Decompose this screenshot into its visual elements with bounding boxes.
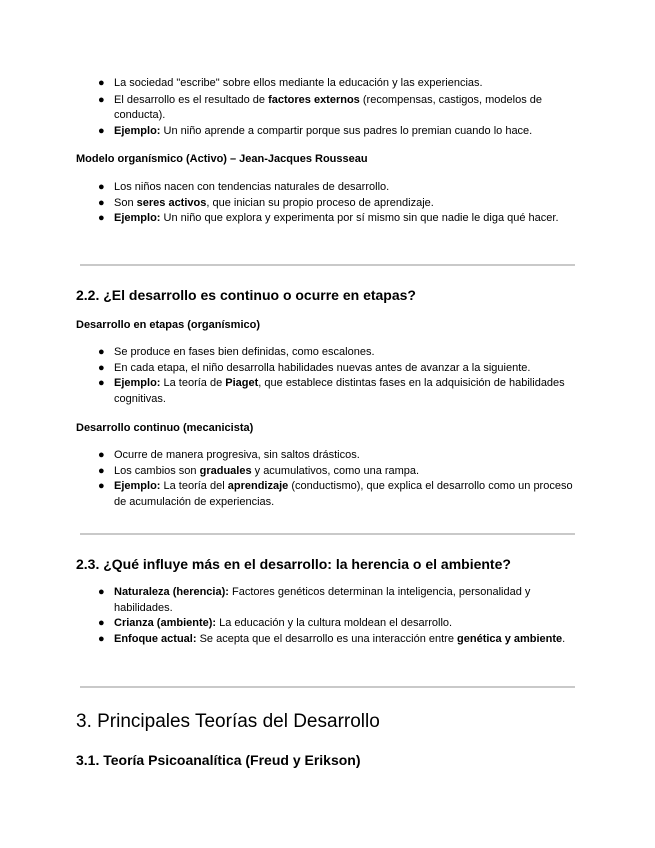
- section-divider: [80, 264, 575, 266]
- bullet-icon: ●: [98, 464, 105, 477]
- list-item: ● Ejemplo: La teoría del aprendizaje (conductismo), que explica el desarrollo como un proceso de acumulación de experiencias.: [98, 480, 573, 508]
- list-item: ● Los niños nacen con tendencias naturales de desarrollo.: [0, 180, 655, 196]
- organismic-heading: Modelo organísmico (Activo) – Jean-Jacques Rousseau: [76, 153, 368, 165]
- bullet-icon: ●: [98, 617, 105, 629]
- list-item: ● Ejemplo: Un niño que explora y experimenta por sí mismo sin que nadie le diga qué hacer.: [0, 211, 655, 227]
- continuous-list: [0, 448, 655, 510]
- organismic-list: [0, 180, 655, 227]
- bullet-icon: ●: [98, 449, 105, 461]
- bullet-icon: ●: [98, 480, 105, 492]
- list-item: ● Naturaleza (herencia): Factores genéticos determinan la inteligencia, personalidad y habilidades.: [98, 586, 531, 614]
- bullet-icon: ●: [98, 377, 105, 389]
- bullet-icon: ●: [98, 181, 105, 193]
- intro-list: [0, 76, 655, 139]
- list-item: ● El desarrollo es el resultado de factores externos (recompensas, castigos, modelos de conducta).: [98, 93, 543, 121]
- list-item: ● Crianza (ambiente): La educación y la cultura moldean el desarrollo.: [0, 616, 655, 632]
- bullet-icon: ●: [98, 196, 105, 209]
- bullet-icon: ●: [98, 346, 105, 358]
- bullet-icon: ●: [98, 93, 105, 106]
- bullet-icon: ●: [98, 212, 105, 224]
- section-2-2-title: 2.2. ¿El desarrollo es continuo o ocurre en etapas?: [76, 287, 416, 303]
- list-item: ● En cada etapa, el niño desarrolla habilidades nuevas antes de avanzar a la siguiente.: [0, 361, 655, 377]
- section-3-1-title: 3.1. Teoría Psicoanalítica (Freud y Erikson): [76, 752, 361, 768]
- stages-list: [0, 345, 655, 407]
- list-item: ● La sociedad "escribe" sobre ellos mediante la educación y las experiencias.: [0, 76, 655, 92]
- list-item: ● Se produce en fases bien definidas, como escalones.: [0, 345, 655, 361]
- section-2-3-title: 2.3. ¿Qué influye más en el desarrollo: la herencia o el ambiente?: [76, 556, 511, 572]
- bullet-icon: ●: [98, 77, 105, 89]
- section-divider: [80, 533, 575, 535]
- list-item: ● Enfoque actual: Se acepta que el desarrollo es una interacción entre genética y ambiente.: [0, 632, 655, 648]
- section-divider: [80, 686, 575, 688]
- list-item: ● Ejemplo: La teoría de Piaget, que establece distintas fases en la adquisición de habilidades cognitivas.: [98, 377, 565, 405]
- list-item: ● Ocurre de manera progresiva, sin saltos drásticos.: [0, 448, 655, 464]
- stages-heading: Desarrollo en etapas (organísmico): [76, 319, 260, 331]
- heredity-list: [0, 585, 655, 647]
- list-item: ● Son seres activos, que inician su propio proceso de aprendizaje.: [0, 196, 655, 212]
- continuous-heading: Desarrollo continuo (mecanicista): [76, 422, 254, 434]
- bullet-icon: ●: [98, 124, 105, 137]
- bullet-icon: ●: [98, 632, 105, 645]
- list-item: ● Ejemplo: Un niño aprende a compartir porque sus padres lo premian cuando lo hace.: [0, 124, 655, 140]
- section-3-title: 3. Principales Teorías del Desarrollo: [76, 711, 380, 732]
- bullet-icon: ●: [98, 586, 105, 598]
- list-item: ● Los cambios son graduales y acumulativos, como una rampa.: [0, 464, 655, 480]
- bullet-icon: ●: [98, 361, 105, 374]
